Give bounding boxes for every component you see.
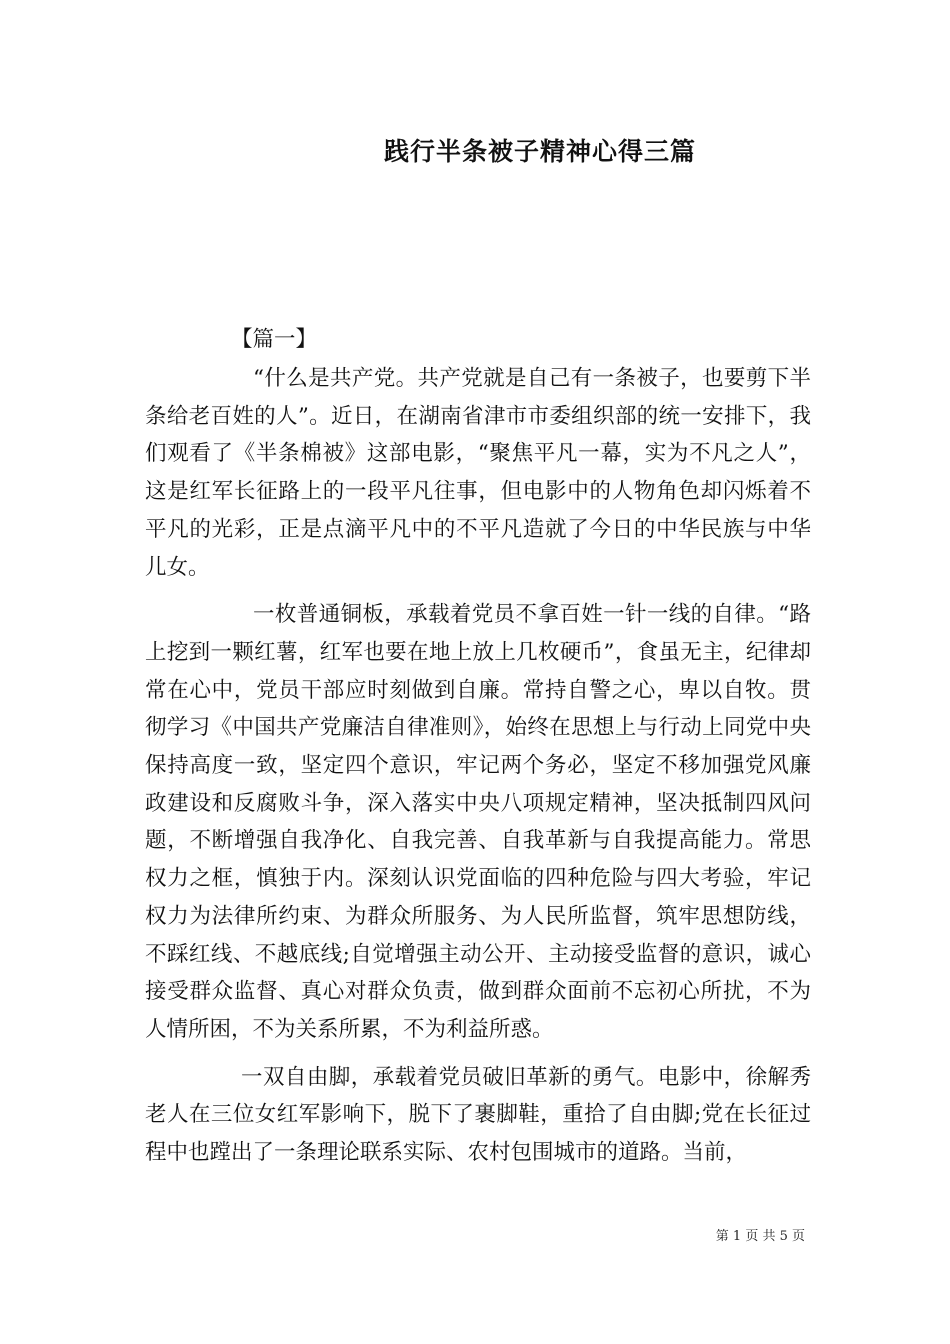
- paragraph-3: 一双自由脚，承载着党员破旧革新的勇气。电影中，徐解秀老人在三位女红军影响下，脱下了裹脚鞋，重拾了自由脚;党在长征过程中也蹚出了一条理论联系实际、农村包围城市的道路。当前，: [145, 1064, 811, 1166]
- page-number-footer: 第 1 页 共 5 页: [715, 1229, 805, 1244]
- document-title: 践行半条被子精神心得三篇: [383, 137, 696, 166]
- paragraph-1: “什么是共产党。共产党就是自己有一条被子，也要剪下半条给老百姓的人”。近日，在湖南省津市市委组织部的统一安排下，我们观看了《半条棉被》这部电影，“聚焦平凡一幕，实为不凡之人”，这是红军长征路上的一段平凡往事，但电影中的人物角色却闪烁着不平凡的光彩，正是点滴平凡中的不平凡造就了今日的中华民族与中华儿女。: [145, 366, 811, 580]
- document-body: [145, 320, 811, 1182]
- section-label: 【篇一】: [231, 327, 318, 352]
- paragraph-2: 一枚普通铜板，承载着党员不拿百姓一针一线的自律。“路上挖到一颗红薯，红军也要在地上放上几枚硬币”，食虽无主，纪律却常在心中，党员干部应时刻做到自廉。常持自警之心，卑以自牧。贯彻学习《中国共产党廉洁自律准则》，始终在思想上与行动上同党中央保持高度一致，坚定四个意识，牢记两个务必，坚定不移加强党风廉政建设和反腐败斗争，深入落实中央八项规定精神，坚决抵制四风问题，不断增强自我净化、自我完善、自我革新与自我提高能力。常思权力之框，慎独于内。深刻认识党面临的四种危险与四大考验，牢记权力为法律所约束、为群众所服务、为人民所监督，筑牢思想防线，不踩红线、不越底线;自觉增强主动公开、主动接受监督的意识，诚心接受群众监督、真心对群众负责，做到群众面前不忘初心所扰，不为人情所困，不为关系所累，不为利益所惑。: [145, 602, 811, 1042]
